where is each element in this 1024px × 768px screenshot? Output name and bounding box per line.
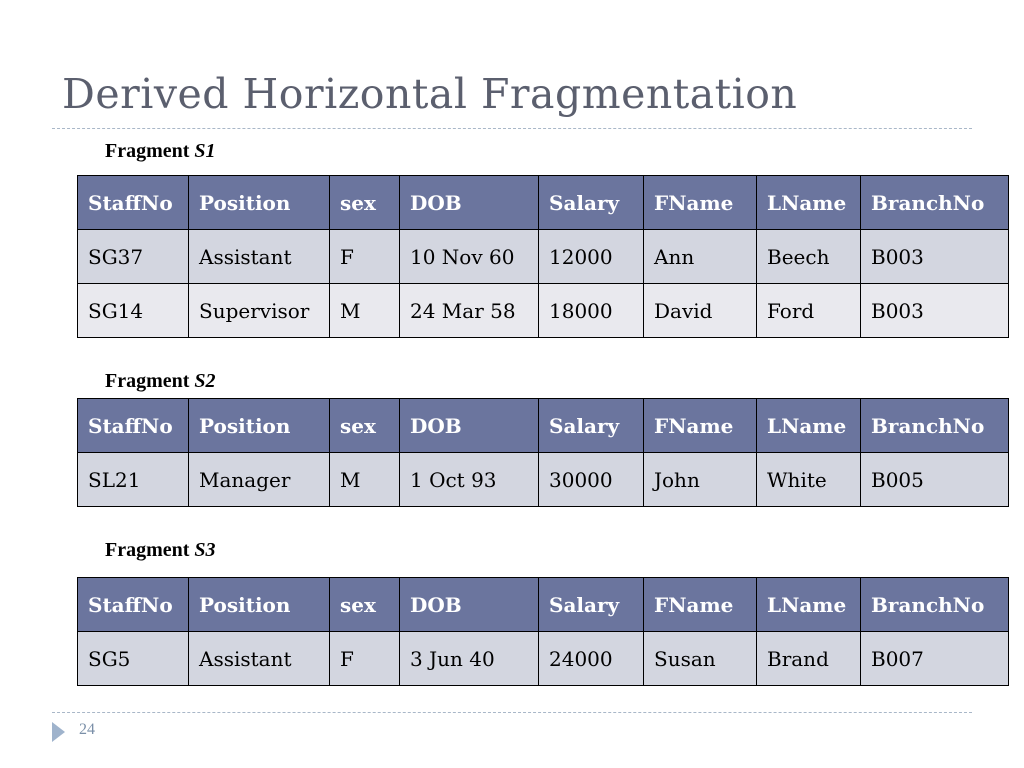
table-header-row	[78, 176, 1009, 230]
table-row	[78, 284, 1009, 338]
table-header-row	[78, 578, 1009, 632]
column-header: FName	[644, 399, 757, 453]
column-header: sex	[330, 578, 400, 632]
table-cell: David	[644, 284, 757, 338]
table-header-row	[78, 399, 1009, 453]
table-cell: 30000	[539, 453, 644, 507]
table-cell: B007	[861, 632, 1009, 686]
table-cell: Beech	[757, 230, 861, 284]
column-header: Position	[189, 399, 330, 453]
title-divider	[52, 128, 972, 129]
column-header: Salary	[539, 176, 644, 230]
fragment-name: S1	[194, 140, 216, 162]
table-cell: M	[330, 453, 400, 507]
fragment-label-text: Fragment	[105, 140, 190, 162]
table-cell: John	[644, 453, 757, 507]
table-cell: B005	[861, 453, 1009, 507]
table-cell: SG14	[78, 284, 189, 338]
table-cell: White	[757, 453, 861, 507]
column-header: DOB	[400, 399, 539, 453]
fragment-label-text: Fragment	[105, 370, 190, 392]
column-header: StaffNo	[78, 399, 189, 453]
table-cell: 24 Mar 58	[400, 284, 539, 338]
fragment-table-s2	[77, 398, 1009, 507]
table-cell: 3 Jun 40	[400, 632, 539, 686]
fragment-label-s3	[105, 539, 216, 562]
fragment-name: S2	[194, 370, 216, 392]
column-header: LName	[757, 578, 861, 632]
column-header: Salary	[539, 578, 644, 632]
table-row	[78, 230, 1009, 284]
fragment-table-s3	[77, 577, 1009, 686]
fragment-label-text: Fragment	[105, 539, 190, 561]
column-header: BranchNo	[861, 399, 1009, 453]
table-row	[78, 632, 1009, 686]
table-cell: 10 Nov 60	[400, 230, 539, 284]
table-cell: B003	[861, 230, 1009, 284]
table-cell: Brand	[757, 632, 861, 686]
column-header: LName	[757, 399, 861, 453]
column-header: StaffNo	[78, 176, 189, 230]
column-header: Position	[189, 578, 330, 632]
table-cell: Susan	[644, 632, 757, 686]
table-cell: 12000	[539, 230, 644, 284]
column-header: BranchNo	[861, 578, 1009, 632]
slide-title: Derived Horizontal Fragmentation	[62, 70, 798, 118]
fragment-label-s2	[105, 370, 216, 393]
table-cell: Assistant	[189, 632, 330, 686]
column-header: DOB	[400, 578, 539, 632]
fragment-label-s1	[105, 140, 216, 163]
column-header: sex	[330, 176, 400, 230]
table-cell: F	[330, 632, 400, 686]
column-header: FName	[644, 176, 757, 230]
table-cell: Manager	[189, 453, 330, 507]
table-cell: 24000	[539, 632, 644, 686]
column-header: Position	[189, 176, 330, 230]
table-cell: F	[330, 230, 400, 284]
table-cell: SL21	[78, 453, 189, 507]
table-cell: 1 Oct 93	[400, 453, 539, 507]
column-header: sex	[330, 399, 400, 453]
column-header: BranchNo	[861, 176, 1009, 230]
table-cell: Ford	[757, 284, 861, 338]
footer-arrow-icon	[52, 722, 65, 742]
table-cell: SG37	[78, 230, 189, 284]
table-cell: Assistant	[189, 230, 330, 284]
column-header: DOB	[400, 176, 539, 230]
footer-divider	[52, 712, 972, 713]
table-cell: B003	[861, 284, 1009, 338]
table-cell: Supervisor	[189, 284, 330, 338]
table-cell: Ann	[644, 230, 757, 284]
page-number: 24	[79, 721, 95, 738]
table-cell: SG5	[78, 632, 189, 686]
fragment-table-s1	[77, 175, 1009, 338]
column-header: Salary	[539, 399, 644, 453]
column-header: FName	[644, 578, 757, 632]
table-cell: M	[330, 284, 400, 338]
table-row	[78, 453, 1009, 507]
column-header: LName	[757, 176, 861, 230]
fragment-name: S3	[194, 539, 216, 561]
column-header: StaffNo	[78, 578, 189, 632]
table-cell: 18000	[539, 284, 644, 338]
